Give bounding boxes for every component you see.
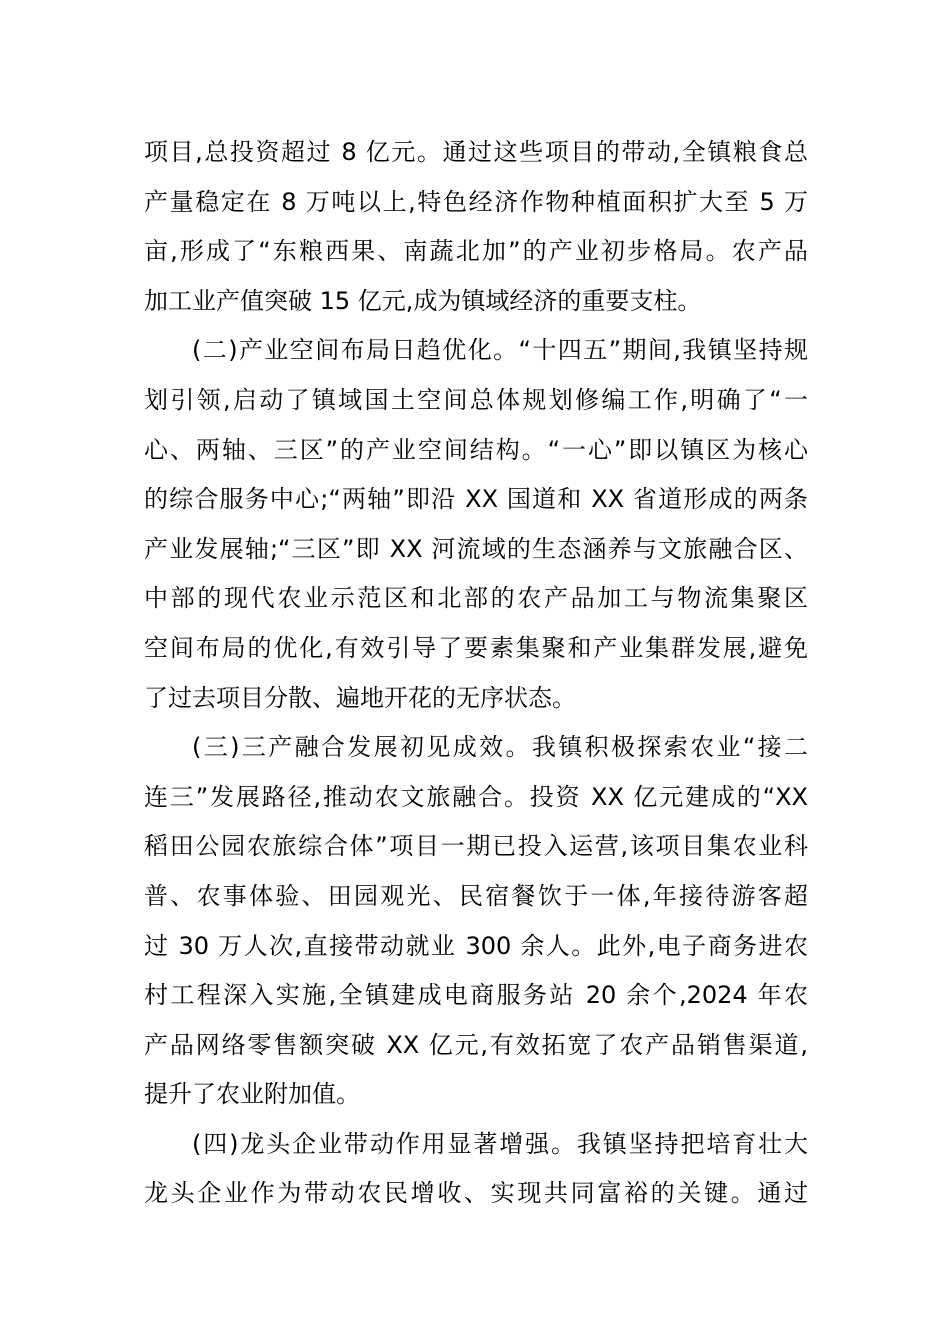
text-line: 心、两轴、三区”的产业空间结构。“一心”即以镇区为核心 bbox=[144, 435, 808, 464]
text-line: 划引领,启动了镇域国土空间总体规划修编工作,明确了“一 bbox=[144, 385, 808, 414]
text-line: 稻田公园农旅综合体”项目一期已投入运营,该项目集农业科 bbox=[144, 832, 808, 861]
text-line: 村工程深入实施,全镇建成电商服务站 20 余个,2024 年农 bbox=[144, 981, 808, 1010]
text-line: 连三”发展路径,推动农文旅融合。投资 XX 亿元建成的“XX bbox=[144, 782, 808, 811]
text-line: 中部的现代农业示范区和北部的农产品加工与物流集聚区 bbox=[144, 584, 808, 613]
text-line: 空间布局的优化,有效引导了要素集聚和产业集群发展,避免 bbox=[144, 633, 808, 662]
text-line: 产量稳定在 8 万吨以上,特色经济作物种植面积扩大至 5 万 bbox=[144, 187, 808, 216]
document-body-text bbox=[144, 128, 808, 1219]
text-line: 了过去项目分散、遍地开花的无序状态。 bbox=[144, 683, 576, 712]
text-line: 项目,总投资超过 8 亿元。通过这些项目的带动,全镇粮食总 bbox=[144, 138, 808, 166]
section-heading-line: (四)龙头企业带动作用显著增强。我镇坚持把培育壮大 bbox=[192, 1129, 808, 1158]
text-line: 加工业产值突破 15 亿元,成为镇域经济的重要支柱。 bbox=[144, 286, 702, 315]
text-line: 提升了农业附加值。 bbox=[144, 1080, 360, 1109]
text-line: 龙头企业作为带动农民增收、实现共同富裕的关键。通过 bbox=[144, 1179, 808, 1208]
section-heading-line: (三)三产融合发展初见成效。我镇积极探索农业“接二 bbox=[192, 733, 808, 762]
text-line: 产品网络零售额突破 XX 亿元,有效拓宽了农产品销售渠道, bbox=[144, 1030, 808, 1059]
text-line: 产业发展轴;“三区”即 XX 河流域的生态涵养与文旅融合区、 bbox=[144, 534, 808, 563]
section-heading-line: (二)产业空间布局日趋优化。“十四五”期间,我镇坚持规 bbox=[192, 336, 808, 365]
text-line: 的综合服务中心;“两轴”即沿 XX 国道和 XX 省道形成的两条 bbox=[144, 485, 808, 514]
text-line: 亩,形成了“东粮西果、南蔬北加”的产业初步格局。农产品 bbox=[144, 237, 808, 266]
text-line: 普、农事体验、田园观光、民宿餐饮于一体,年接待游客超 bbox=[144, 881, 808, 910]
text-line: 过 30 万人次,直接带动就业 300 余人。此外,电子商务进农 bbox=[144, 931, 808, 960]
